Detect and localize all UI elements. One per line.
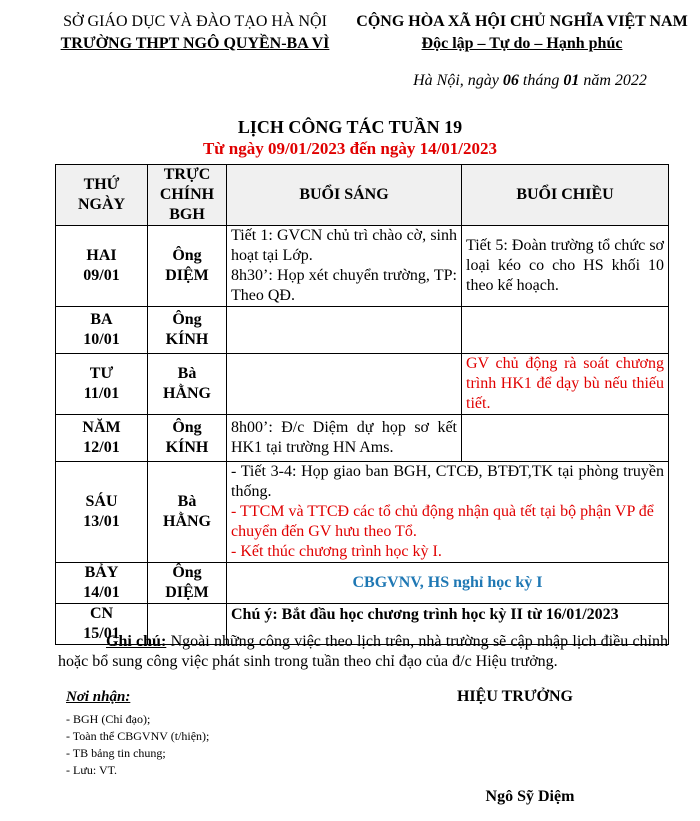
duty-name: HẰNG bbox=[163, 385, 211, 402]
general-note bbox=[58, 632, 668, 672]
day-date: 10/01 bbox=[83, 331, 120, 348]
motto bbox=[348, 33, 696, 55]
duty-cell bbox=[148, 307, 227, 354]
fullday-item-highlight: - Kết thúc chương trình học kỳ I. bbox=[231, 543, 442, 560]
morning-item: Tiết 1: GVCN chủ trì chào cờ, sinh hoạt tại Lớp. bbox=[231, 227, 457, 264]
duty-title: Ông bbox=[172, 564, 202, 581]
fullday-cell bbox=[227, 462, 669, 563]
duty-title: Ông bbox=[172, 247, 202, 264]
duty-name: KÍNH bbox=[165, 439, 209, 456]
duty-cell bbox=[148, 563, 227, 604]
morning-cell: 8h00’: Đ/c Diệm dự họp sơ kết HK1 tại trường HN Ams. bbox=[227, 415, 462, 462]
afternoon-cell bbox=[462, 307, 669, 354]
school-name-text: TRƯỜNG THPT NGÔ QUYỀN-BA VÌ bbox=[60, 35, 330, 52]
duty-title: Bà bbox=[177, 493, 197, 510]
morning-item: 8h30’: Họp xét chuyển trường, TP: Theo QĐ. bbox=[231, 267, 457, 304]
day-cell bbox=[56, 226, 148, 307]
day-name: NĂM bbox=[82, 419, 121, 436]
duty-title: Ông bbox=[172, 311, 202, 328]
signature-role: HIỆU TRƯỞNG bbox=[456, 688, 573, 705]
day-cell bbox=[56, 462, 148, 563]
note-label: Ghi chú: bbox=[106, 633, 167, 650]
table-row bbox=[56, 307, 669, 354]
table-row bbox=[56, 354, 669, 415]
schedule-table bbox=[55, 164, 669, 645]
day-name: HAI bbox=[86, 247, 117, 264]
morning-cell bbox=[227, 226, 462, 307]
document-date bbox=[380, 72, 680, 90]
day-date: 09/01 bbox=[83, 267, 120, 284]
duty-name: KÍNH bbox=[165, 331, 209, 348]
duty-title: Bà bbox=[177, 365, 197, 382]
header-morning: BUỔI SÁNG bbox=[227, 165, 462, 226]
morning-cell bbox=[227, 307, 462, 354]
day-cell bbox=[56, 563, 148, 604]
duty-name: DIỆM bbox=[165, 584, 209, 601]
note-text: Ngoài những công việc theo lịch trên, nhà trường sẽ cập nhập lịch điều chỉnh hoặc bổ sung công việc phát sinh trong tuần theo chỉ đạo của đ/c Hiệu trưởng. bbox=[58, 633, 669, 670]
day-date: 14/01 bbox=[83, 584, 120, 601]
table-row bbox=[56, 563, 669, 604]
department-name: SỞ GIÁO DỤC VÀ ĐÀO TẠO HÀ NỘI bbox=[63, 13, 327, 30]
issuer-block bbox=[30, 11, 360, 55]
day-date: 13/01 bbox=[83, 513, 120, 530]
table-row bbox=[56, 462, 669, 563]
recipient-item: - BGH (Chỉ đạo); bbox=[66, 712, 151, 726]
day-name: BẢY bbox=[84, 564, 119, 581]
motto-text: Độc lập – Tự do – Hạnh phúc bbox=[421, 35, 623, 52]
duty-cell bbox=[148, 354, 227, 415]
table-row bbox=[56, 226, 669, 307]
country-name: CỘNG HÒA XÃ HỘI CHỦ NGHĨA VIỆT NAM bbox=[356, 13, 688, 30]
day-date: 11/01 bbox=[83, 385, 120, 402]
duty-name: HẰNG bbox=[163, 513, 211, 530]
recipients-block bbox=[66, 689, 209, 779]
day-name: SÁU bbox=[85, 493, 118, 510]
header-duty: TRỰC CHÍNH BGH bbox=[148, 165, 227, 226]
date-suffix: năm 2022 bbox=[579, 72, 647, 89]
duty-name: DIỆM bbox=[165, 267, 209, 284]
duty-cell bbox=[148, 415, 227, 462]
date-month: 01 bbox=[563, 72, 580, 89]
date-prefix: Hà Nội, ngày bbox=[413, 72, 503, 89]
date-day: 06 bbox=[502, 72, 519, 89]
school-name bbox=[30, 33, 360, 55]
afternoon-cell bbox=[462, 415, 669, 462]
holiday-cell: CBGVNV, HS nghỉ học kỳ I bbox=[227, 563, 669, 604]
day-cell bbox=[56, 415, 148, 462]
duty-title: Ông bbox=[172, 419, 202, 436]
recipient-item: - Toàn thể CBGVNV (t/hiện); bbox=[66, 729, 210, 743]
document-title bbox=[0, 116, 700, 160]
duty-cell bbox=[148, 226, 227, 307]
table-row bbox=[56, 415, 669, 462]
afternoon-cell: Tiết 5: Đoàn trường tổ chức sơ loại kéo co cho HS khối 10 theo kế hoạch. bbox=[462, 226, 669, 307]
header-day: THỨ NGÀY bbox=[56, 165, 148, 226]
table-header-row bbox=[56, 165, 669, 226]
fullday-item: - Tiết 3-4: Họp giao ban BGH, CTCĐ, BTĐT,TK tại phòng truyền thống. bbox=[231, 463, 664, 500]
day-name: TƯ bbox=[89, 365, 114, 382]
date-mid: tháng bbox=[518, 72, 564, 89]
title-main: LỊCH CÔNG TÁC TUẦN 19 bbox=[237, 117, 463, 137]
morning-cell bbox=[227, 354, 462, 415]
header-afternoon: BUỔI CHIỀU bbox=[462, 165, 669, 226]
notice-cell: Chú ý: Bắt đầu học chương trình học kỳ II từ 16/01/2023 bbox=[227, 604, 669, 645]
fullday-item-highlight: - TTCM và TTCĐ các tổ chủ động nhận quà tết tại bộ phận VP để chuyển đến GV hưu theo Tổ. bbox=[231, 503, 654, 540]
signature-name: Ngô Sỹ Diệm bbox=[485, 788, 575, 805]
national-motto-block bbox=[348, 11, 696, 55]
day-name: BA bbox=[90, 311, 113, 328]
day-cell bbox=[56, 354, 148, 415]
recipients-title: Nơi nhận: bbox=[66, 689, 131, 705]
day-date: 12/01 bbox=[83, 439, 120, 456]
recipient-item: - Lưu: VT. bbox=[66, 763, 118, 777]
recipient-item: - TB bảng tin chung; bbox=[66, 746, 166, 760]
day-date: 15/01 bbox=[83, 625, 120, 642]
day-name: CN bbox=[89, 605, 114, 622]
duty-cell bbox=[148, 462, 227, 563]
day-cell bbox=[56, 307, 148, 354]
afternoon-cell: GV chủ động rà soát chương trình HK1 để dạy bù nếu thiếu tiết. bbox=[462, 354, 669, 415]
title-date-range: Từ ngày 09/01/2023 đến ngày 14/01/2023 bbox=[202, 139, 498, 158]
